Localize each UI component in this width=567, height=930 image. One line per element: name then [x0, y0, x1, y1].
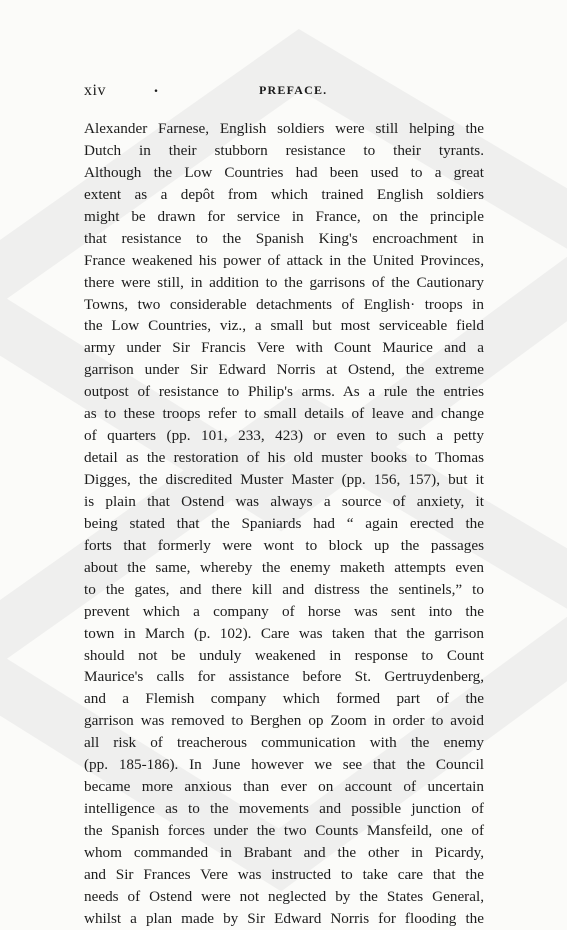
text-line: forts that formerly were wont to block up the passages	[84, 536, 484, 554]
text-line: whom commanded in Brabant and the other in Picardy,	[84, 843, 484, 861]
text-line: the Low Countries, viz., a small but most serviceable field	[84, 317, 484, 335]
header-dot: .	[154, 79, 158, 96]
text-line: Dutch in their stubborn resistance to their tyrants.	[84, 141, 484, 159]
text-line: the Spanish forces under the two Counts Mansfeild, one of	[84, 822, 484, 839]
text-line: being stated that the Spaniards had “ again erected the	[84, 514, 484, 532]
text-line: intelligence as to the movements and possible junction of	[84, 800, 484, 818]
text-line: needs of Ostend were not neglected by the States General,	[84, 887, 484, 905]
page-header	[84, 79, 484, 100]
text-line: to the gates, and there kill and distress the sentinels,” to	[84, 580, 484, 598]
text-line: Although the Low Countries had been used to a great	[84, 163, 484, 181]
body-text	[84, 118, 484, 930]
text-line: extent as a depôt from which trained English soldiers	[84, 185, 484, 203]
text-line: as to these troops refer to small details of leave and change	[84, 405, 484, 423]
text-line: and Sir Frances Vere was instructed to take care that the	[84, 865, 484, 883]
text-line: is plain that Ostend was always a source of anxiety, it	[84, 492, 484, 510]
running-head: PREFACE.	[259, 83, 328, 97]
text-line: all risk of treacherous communication with the enemy	[84, 734, 484, 752]
text-line: that resistance to the Spanish King's encroachment in	[84, 229, 484, 247]
text-line: garrison was removed to Berghen op Zoom in order to avoid	[84, 712, 484, 730]
text-line: might be drawn for service in France, on the principle	[84, 207, 484, 225]
text-line: (pp. 185-186). In June however we see that the Council	[84, 756, 484, 774]
text-line: whilst a plan made by Sir Edward Norris for flooding the	[84, 909, 484, 927]
text-line: detail as the restoration of his old muster books to Thomas	[84, 449, 484, 467]
text-line: Maurice's calls for assistance before St. Gertruydenberg,	[84, 668, 484, 686]
text-line: army under Sir Francis Vere with Count Maurice and a	[84, 339, 484, 357]
text-line: of quarters (pp. 101, 233, 423) or even to such a petty	[84, 427, 484, 445]
text-line: prevent which a company of horse was sent into the	[84, 602, 484, 620]
text-line: and a Flemish company which formed part of the	[84, 690, 484, 708]
text-line: garrison under Sir Edward Norris at Ostend, the extreme	[84, 361, 484, 379]
text-line: France weakened his power of attack in the United Provinces,	[84, 251, 484, 269]
text-line: Alexander Farnese, English soldiers were still helping the	[84, 120, 484, 137]
text-line: Towns, two considerable detachments of English· troops in	[84, 295, 484, 313]
text-line: outpost of resistance to Philip's arms. As a rule the entries	[84, 383, 484, 401]
text-line: town in March (p. 102). Care was taken that the garrison	[84, 624, 484, 642]
text-line: there were still, in addition to the garrisons of the Cautionary	[84, 273, 484, 291]
text-line: should not be unduly weakened in response to Count	[84, 646, 484, 664]
text-line: about the same, whereby the enemy maketh attempts even	[84, 558, 484, 576]
text-line: became more anxious than ever on account of uncertain	[84, 778, 484, 796]
page-number: xiv	[84, 82, 106, 99]
text-line: Digges, the discredited Muster Master (pp. 156, 157), but it	[84, 471, 484, 488]
